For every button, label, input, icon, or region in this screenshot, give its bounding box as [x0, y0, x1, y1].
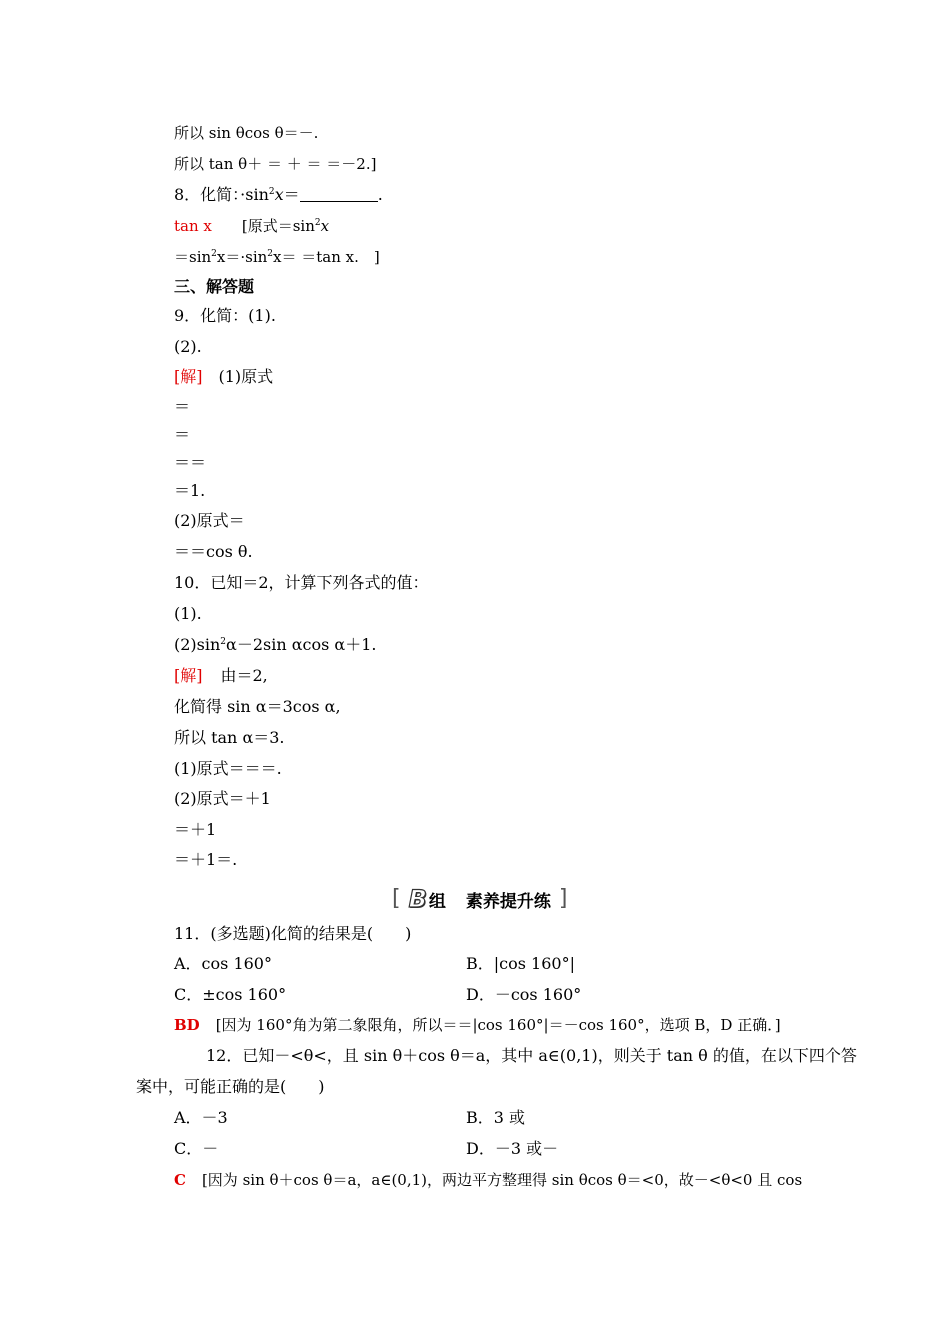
answer-12-text: [因为 sin θ＋cos θ＝a，a∈(0,1)，两边平方整理得 sin θcos θ＝<0，故－<θ<0 且 cos: [201, 1171, 803, 1189]
eq-line: ＝＝: [174, 453, 207, 472]
question-11: 11．(多选题)化简的结果是( ): [174, 924, 412, 943]
eq-line: ＝: [174, 397, 191, 416]
question-12-line2: 案中，可能正确的是( ): [136, 1077, 325, 1096]
answer-blank: [300, 187, 378, 202]
question-10-part1: (1).: [174, 604, 202, 623]
banner-group: 组: [428, 891, 446, 912]
eq-line: (1)原式＝＝＝.: [174, 759, 282, 778]
solution-label: [解]: [174, 666, 203, 685]
question-9-part2: (2).: [174, 337, 202, 356]
line-2: 所以 tan θ＋ ＝ ＋ ＝ ＝－2.]: [174, 155, 377, 173]
eq-line: ＝1.: [174, 481, 206, 500]
q10-2a: (2)sin: [174, 635, 221, 654]
banner-bracket-open: [: [392, 886, 401, 911]
section-heading: 三、解答题: [174, 277, 255, 296]
eq-line: ＝＝cos θ.: [174, 542, 253, 561]
sup: 2: [211, 249, 217, 259]
answer-8: [174, 216, 329, 236]
banner-bracket-close: ]: [558, 886, 568, 911]
option-b: B．|cos 160°|: [466, 954, 575, 973]
question-10-part2: [174, 635, 377, 655]
option-c: C．－: [174, 1139, 219, 1158]
sup: 2: [268, 187, 275, 197]
eq-line: 化简得 sin α＝3cos α,: [174, 697, 341, 716]
banner-letter: B: [408, 885, 427, 913]
solution-10: [174, 666, 268, 686]
answer-8-line2: [174, 247, 380, 267]
eq-line: ＝: [174, 425, 191, 444]
a8-l2c: x＝ ＝tan x. ]: [273, 248, 380, 266]
eq-line: ＝＋1: [174, 820, 217, 839]
q8-text: 8．化简：·sin: [174, 185, 269, 204]
question-9: 9．化简：(1).: [174, 306, 276, 325]
option-d: D．－cos 160°: [466, 985, 582, 1004]
answer-12-key: C: [174, 1171, 186, 1189]
sup: 2: [314, 218, 321, 228]
q10-2b: α－2sin αcos α＋1.: [226, 635, 377, 654]
solution-label: [解]: [174, 367, 203, 386]
eq-line: 所以 tan α＝3.: [174, 728, 285, 747]
option-b: B．3 或: [466, 1108, 526, 1127]
q8-eq: ＝: [283, 185, 300, 204]
banner-title: 素养提升练: [465, 891, 551, 912]
line-1: 所以 sin θcos θ＝－.: [174, 124, 319, 142]
q8-x: x: [274, 185, 284, 204]
question-10: 10．已知＝2，计算下列各式的值：: [174, 573, 429, 592]
option-d: D．－3 或－: [466, 1139, 559, 1158]
a8-l2b: x＝·sin: [216, 248, 268, 266]
answer-11-text: [因为 160°角为第二象限角，所以＝＝|cos 160°|＝－cos 160°，选项 B，D 正确．]: [215, 1016, 781, 1034]
group-b-banner: [392, 886, 567, 912]
option-c: C．±cos 160°: [174, 985, 287, 1004]
solution-10-text: 由＝2,: [220, 666, 268, 685]
eq-line: ＝＋1＝.: [174, 850, 238, 869]
solution-9: [174, 367, 273, 387]
solution-9-part2: (2)原式＝: [174, 511, 245, 530]
option-a: A．－3: [174, 1108, 228, 1127]
answer-8-key: tan x: [174, 217, 212, 235]
answer-8-x: x: [320, 217, 330, 235]
question-12: 12．已知－<θ<，且 sin θ＋cos θ＝a，其中 a∈(0,1)，则关于 tan θ 的值，在以下四个答: [206, 1046, 857, 1065]
answer-11: [174, 1015, 781, 1035]
option-a: A．cos 160°: [174, 954, 272, 973]
eq-line: (2)原式＝＋1: [174, 789, 271, 808]
question-8: [174, 185, 383, 205]
sup: 2: [267, 249, 274, 259]
solution-9-text: (1)原式: [218, 367, 274, 386]
answer-12: [174, 1170, 802, 1190]
q8-end: .: [377, 185, 383, 204]
answer-11-key: BD: [174, 1016, 200, 1034]
a8-l2a: ＝sin: [174, 248, 212, 266]
answer-8-text: [原式＝sin: [241, 217, 315, 235]
sup: 2: [220, 637, 227, 647]
